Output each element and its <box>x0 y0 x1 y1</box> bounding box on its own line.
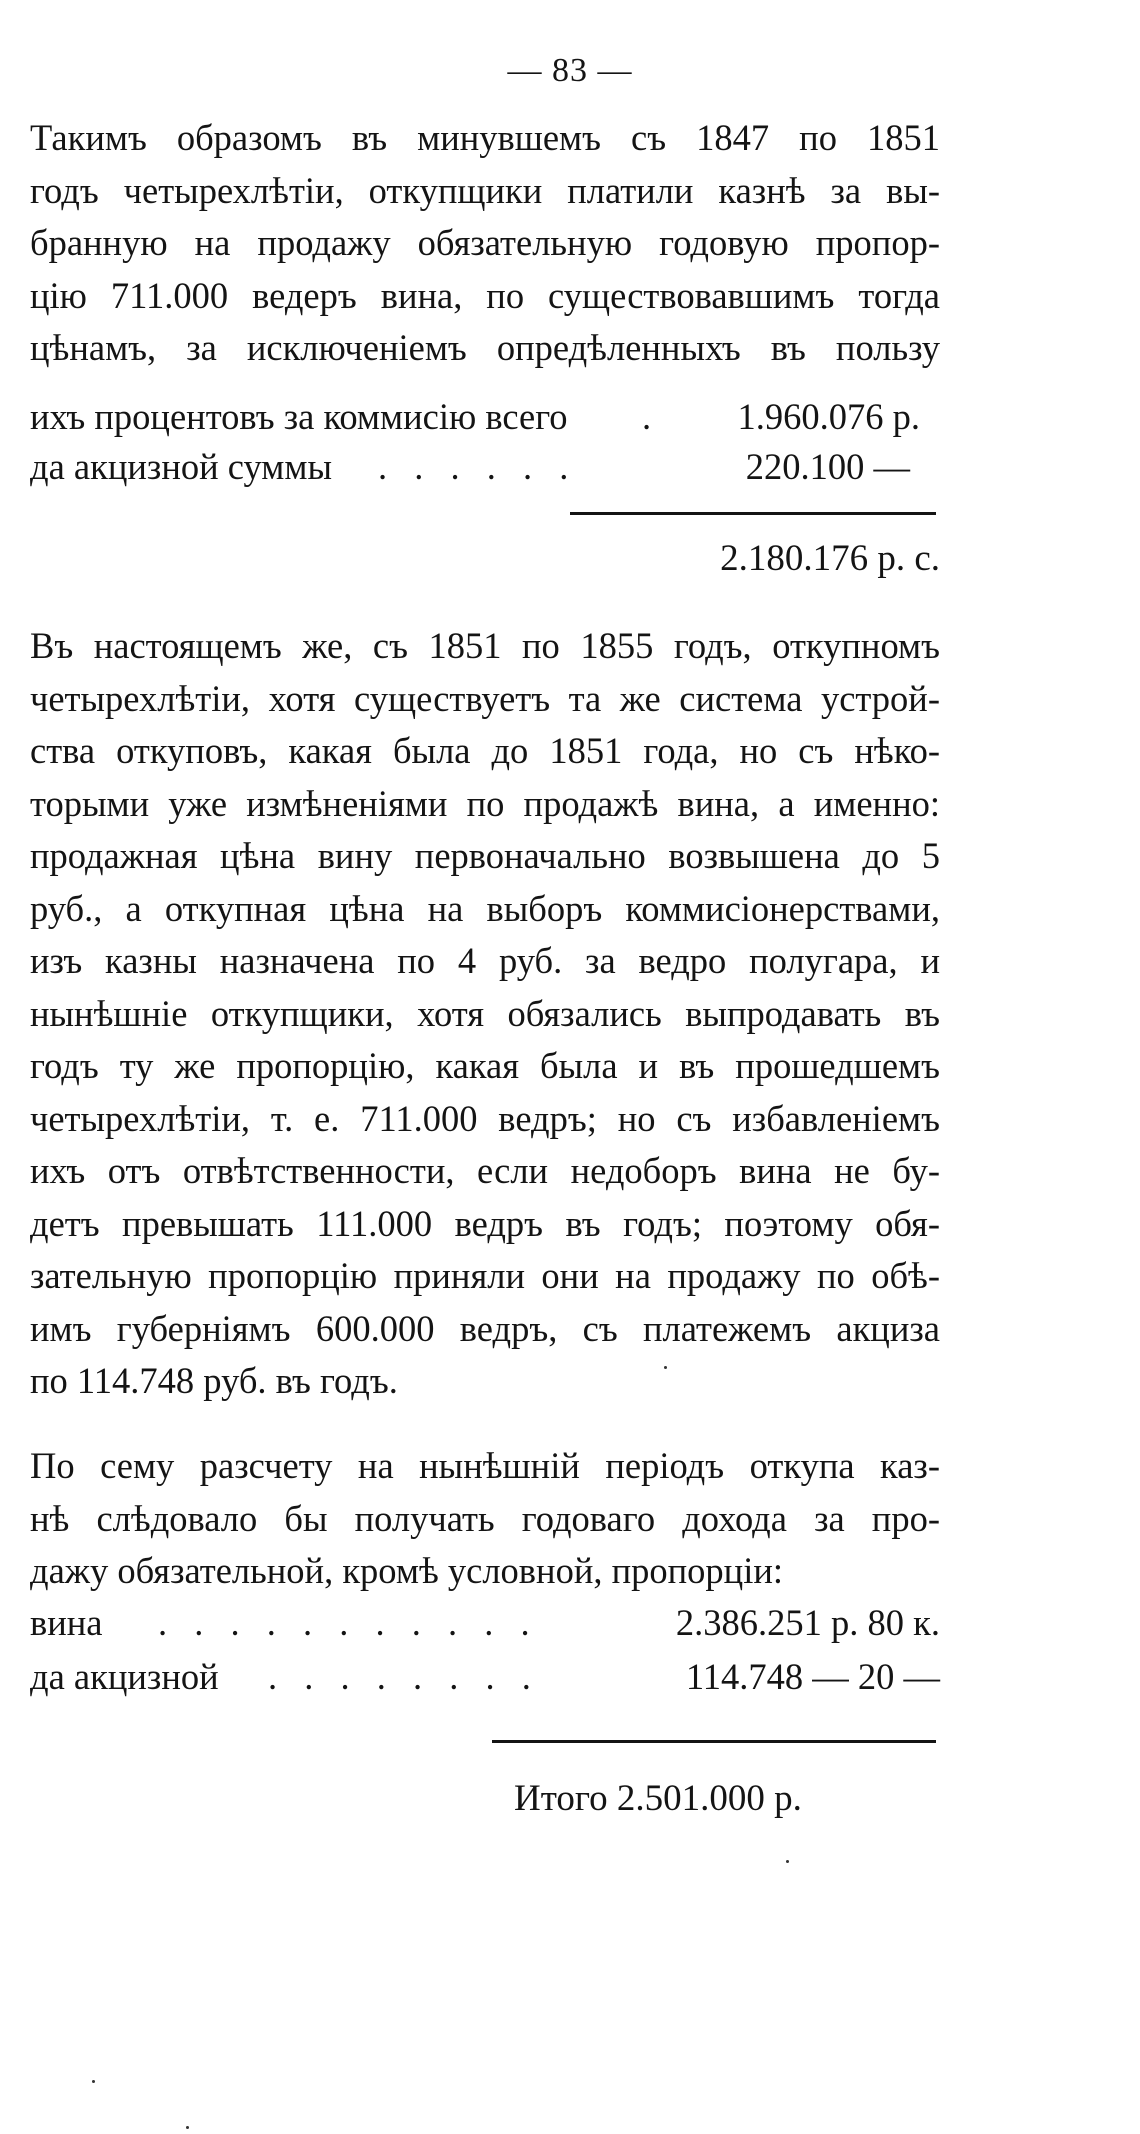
table-1-row-label: да акцизной суммы <box>30 446 332 487</box>
table-2-row-dots: . . . . . . . . <box>268 1656 540 1697</box>
table-1-row-amount: 1.960.076 р. <box>737 396 920 437</box>
table-1-row <box>30 442 940 492</box>
paragraph-2-line: продажная цѣна вину первоначально возвышена до 5 <box>30 835 940 876</box>
paragraph-2-line: по 114.748 руб. въ годъ. <box>30 1360 398 1401</box>
table-1-row <box>30 392 940 442</box>
table-2-row-dots: . . . . . . . . . . . <box>158 1602 539 1643</box>
table-2-row-label: да акцизной <box>30 1656 219 1697</box>
paragraph-2-line: изъ казны назначена по 4 руб. за ведро полугара, и <box>30 940 940 981</box>
table-1-row-dots: . . . . . . <box>378 446 578 487</box>
paragraph-1-line: цѣнамъ, за исключеніемъ опредѣленныхъ въ пользу <box>30 327 940 368</box>
paragraph-2-line: Въ настоящемъ же, съ 1851 по 1855 годъ, откупномъ <box>30 625 940 666</box>
paragraph-2-line: ства откуповъ, какая была до 1851 года, но съ нѣко- <box>30 730 940 771</box>
table-1-row-label: ихъ процентовъ за коммисію всего <box>30 396 568 437</box>
paragraph-2-line: ихъ отъ отвѣтственности, если недоборъ вина не бу- <box>30 1150 940 1191</box>
paragraph-1 <box>30 112 940 375</box>
table-2-row-label: вина <box>30 1602 103 1643</box>
table-2-total: Итого 2.501.000 р. <box>514 1778 802 1819</box>
paragraph-2-line: годъ ту же пропорцію, какая была и въ прошедшемъ <box>30 1045 940 1086</box>
paragraph-2-line: четырехлѣтіи, хотя существуетъ та же система устрой- <box>30 677 940 719</box>
table-2-row <box>30 1598 940 1648</box>
paragraph-1-line: цію 711.000 ведеръ вина, по существовавшимъ тогда <box>30 274 940 316</box>
table-2-row-amount: 114.748 — 20 — <box>685 1656 940 1697</box>
paragraph-2-line: детъ превышать 111.000 ведръ въ годъ; поэтому обя- <box>30 1202 940 1244</box>
paragraph-1-line: годъ четырехлѣтіи, откупщики платили казнѣ за вы- <box>30 169 940 211</box>
paragraph-2-line: имъ губерніямъ 600.000 ведръ, съ платежемъ акциза <box>30 1307 940 1349</box>
paragraph-2 <box>30 620 940 1408</box>
scan-speck <box>786 1860 789 1863</box>
paragraph-3-line: дажу обязательной, кромѣ условной, пропорціи: <box>30 1550 784 1591</box>
paragraph-2-line: зательную пропорцію приняли они на продажу по обѣ- <box>30 1255 940 1296</box>
table-2-row-amount: 2.386.251 р. 80 к. <box>675 1602 940 1643</box>
paragraph-1-line: бранную на продажу обязательную годовую пропор- <box>30 222 940 263</box>
paragraph-3 <box>30 1440 940 1598</box>
paragraph-3-line: По сему разсчету на нынѣшній періодъ откупа каз- <box>30 1445 940 1486</box>
paragraph-2-line: нынѣшніе откупщики, хотя обязались выпродавать въ <box>30 992 940 1034</box>
scan-speck <box>92 2080 95 2083</box>
paragraph-2-line: торыми уже измѣненіями по продажѣ вина, а именно: <box>30 782 940 824</box>
table-1-row-amount: 220.100 — <box>745 446 910 487</box>
paragraph-3-line: нѣ слѣдовало бы получать годоваго дохода за про- <box>30 1497 940 1539</box>
paragraph-2-line: руб., а откупная цѣна на выборъ коммисіонерствами, <box>30 887 940 929</box>
table-1-row-dots: . <box>642 396 661 437</box>
paragraph-1-line: Такимъ образомъ въ минувшемъ съ 1847 по 1851 <box>30 117 940 158</box>
table-2-sum-rule <box>492 1740 936 1743</box>
scan-speck <box>186 2126 189 2129</box>
table-2-row <box>30 1652 940 1702</box>
scan-speck <box>664 1366 667 1369</box>
page-number: — 83 — <box>507 52 633 89</box>
table-1-total: 2.180.176 р. с. <box>720 538 940 579</box>
paragraph-2-line: четырехлѣтіи, т. е. 711.000 ведръ; но съ избавленіемъ <box>30 1097 940 1139</box>
table-1-sum-rule <box>570 512 936 515</box>
